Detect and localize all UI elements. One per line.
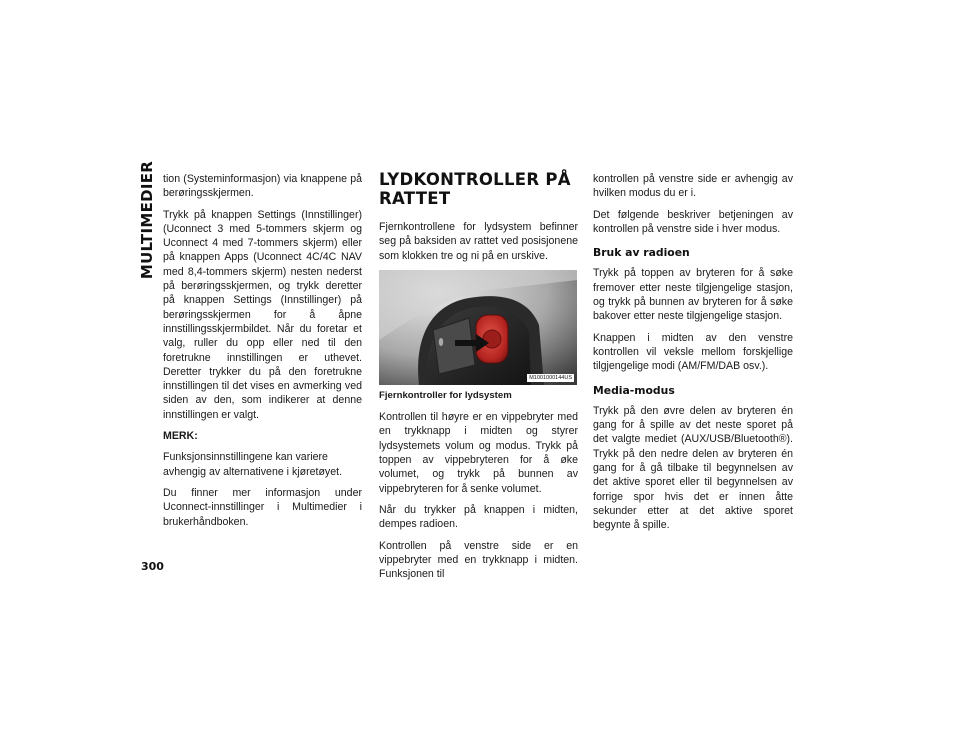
paragraph: Du finner mer informasjon under Uconnect-innstillinger i Multimedier i brukerhåndboken. xyxy=(163,486,362,528)
paragraph: Kontrollen på venstre side er en vippebryter med en trykknapp i midten. Funksjonen til xyxy=(379,539,578,581)
column-1 xyxy=(163,172,362,536)
column-2 xyxy=(379,172,578,588)
paragraph: Trykk på knappen Settings (Innstillinger) (Uconnect 3 med 5-tommers skjerm og Uconnect 4 med 7-tommers skjerm) eller på knappen Apps (Uconnect 4C/4C NAV med 8,4-tommers skjerm) nesten nederst på berøringsskjermen, og trykk deretter på knappen Settings (Innstillinger) på berøringsskjermen for å åpne innstillingsskjermbildet. Når du foretar et valg, ruller du opp eller ned til den foretrukne innstillingen er uthevet. Deretter trykker du på den foretrukne innstillingen til det vises en avmerking ved siden av den, som indikerer at denne innstillingen er valgt. xyxy=(163,208,362,421)
paragraph: Det følgende beskriver betjeningen av kontrollen på venstre side i hver modus. xyxy=(593,208,793,235)
section-heading: LYDKONTROLLER PÅ RATTET xyxy=(379,170,571,208)
figure-caption: Fjernkontroller for lydsystem xyxy=(379,389,512,401)
section-tab xyxy=(137,160,157,280)
paragraph: Trykk på toppen av bryteren for å søke fremover etter neste tilgjengelige stasjon, og trykk på bunnen av bryteren for å søke bakover etter neste tilgjengelige stasjon. xyxy=(593,267,793,323)
section-tab-label: MULTIMEDIER xyxy=(138,160,156,280)
steering-wheel-controls-photo xyxy=(379,270,577,385)
column-3 xyxy=(593,172,793,540)
note-text: Funksjonsinnstillingene kan variere avhengig av alternativene i kjøretøyet. xyxy=(163,451,343,478)
paragraph: Fjernkontrollene for lydsystem befinner seg på baksiden av rattet ved posisjonene som klokken tre og ni på en urskive. xyxy=(379,221,578,262)
subheading-radio: Bruk av radioen xyxy=(593,246,690,260)
paragraph: tion (Systeminformasjon) via knappene på berøringsskjermen. xyxy=(163,173,362,200)
paragraph: kontrollen på venstre side er avhengig av hvilken modus du er i. xyxy=(593,173,793,200)
paragraph: Når du trykker på knappen i midten, dempes radioen. xyxy=(379,503,578,531)
page-number: 300 xyxy=(141,560,164,573)
subheading-media: Media-modus xyxy=(593,383,675,397)
steering-wheel-illustration xyxy=(379,270,577,385)
figure-code: M1001000144US xyxy=(529,374,572,381)
paragraph: Trykk på den øvre delen av bryteren én gang for å spille av det neste sporet på det valgte mediet (AUX/USB/Bluetooth®). Trykk på den nedre delen av bryteren én gang for å gå tilbake til begynnelsen av det aktive sporet eller til begynnelsen av forrige spor hvis det er innen åtte sekunder etter at det aktive sporet begynte å spille. xyxy=(593,404,793,532)
note-label: MERK: xyxy=(163,430,198,443)
paragraph: Kontrollen til høyre er en vippebryter med en trykknapp i midten og styrer lydsystemets volum og modus. Trykk på toppen av vippebryteren for å øke volumet, og trykk på bunnen av vippebryteren for å senke volumet. xyxy=(379,411,578,495)
paragraph: Knappen i midten av den venstre kontrollen vil veksle mellom forskjellige tilgjengelige modi (AM/FM/DAB osv.). xyxy=(593,331,793,373)
